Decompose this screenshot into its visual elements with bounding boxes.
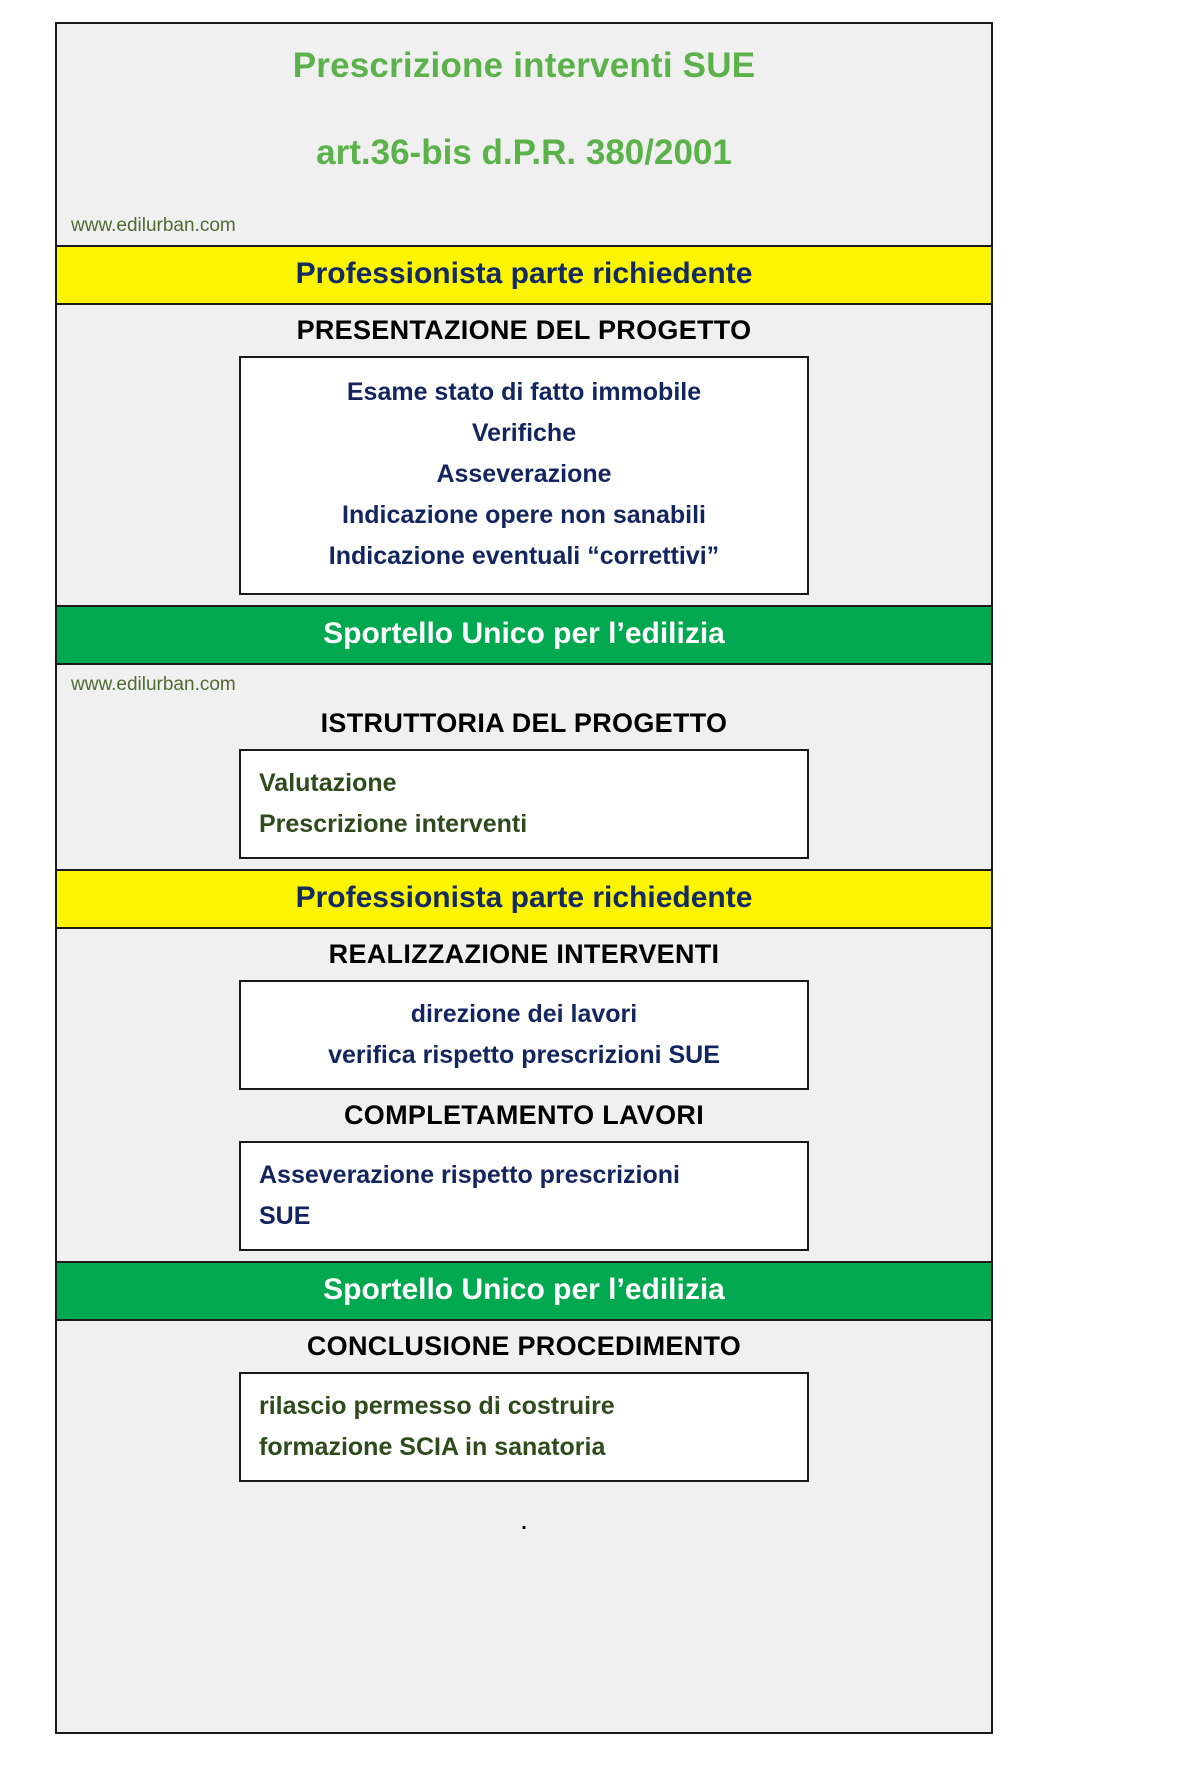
banner-professionista-1: Professionista parte richiedente (57, 245, 991, 305)
watermark-top: www.edilurban.com (71, 215, 236, 236)
list-item: SUE (259, 1201, 311, 1230)
list-item: formazione SCIA in sanatoria (259, 1432, 606, 1461)
title-block (57, 24, 991, 170)
page-subtitle: art.36-bis d.P.R. 380/2001 (316, 133, 732, 172)
section-heading-realizzazione: REALIZZAZIONE INTERVENTI (328, 938, 720, 969)
list-item: Prescrizione interventi (259, 809, 528, 838)
items-box-istruttoria (239, 749, 809, 859)
spacer (57, 595, 991, 605)
banner-sportello-1: Sportello Unico per l’edilizia (57, 605, 991, 665)
items-box-presentazione (239, 356, 809, 595)
spacer (57, 1251, 991, 1261)
spacer (57, 859, 991, 869)
list-item: Asseverazione rispetto prescrizioni (259, 1160, 680, 1189)
list-item: Indicazione eventuali “correttivi” (328, 541, 720, 570)
watermark-middle: www.edilurban.com (71, 673, 236, 695)
spacer (57, 1535, 991, 1595)
list-item: rilascio permesso di costruire (259, 1391, 615, 1420)
items-box-conclusione (239, 1372, 809, 1482)
list-item: Valutazione (259, 768, 397, 797)
items-box-realizzazione (239, 980, 809, 1090)
banner-professionista-2: Professionista parte richiedente (57, 869, 991, 929)
section-heading-conclusione: CONCLUSIONE PROCEDIMENTO (306, 1330, 742, 1361)
section-heading-completamento: COMPLETAMENTO LAVORI (344, 1099, 704, 1130)
footer-mark: . (521, 1511, 527, 1534)
items-box-completamento (239, 1141, 809, 1251)
list-item: direzione dei lavori (410, 999, 638, 1028)
page-title: Prescrizione interventi SUE (292, 46, 756, 85)
flow-sheet (55, 22, 993, 1734)
section-heading-presentazione: PRESENTAZIONE DEL PROGETTO (296, 314, 752, 345)
list-item: Verifiche (471, 418, 577, 447)
list-item: Indicazione opere non sanabili (342, 500, 706, 529)
list-item: verifica rispetto prescrizioni SUE (328, 1040, 720, 1069)
banner-sportello-2: Sportello Unico per l’edilizia (57, 1261, 991, 1321)
list-item: Esame stato di fatto immobile (346, 377, 702, 406)
section-heading-istruttoria: ISTRUTTORIA DEL PROGETTO (320, 707, 728, 738)
list-item: Asseverazione (436, 459, 612, 488)
